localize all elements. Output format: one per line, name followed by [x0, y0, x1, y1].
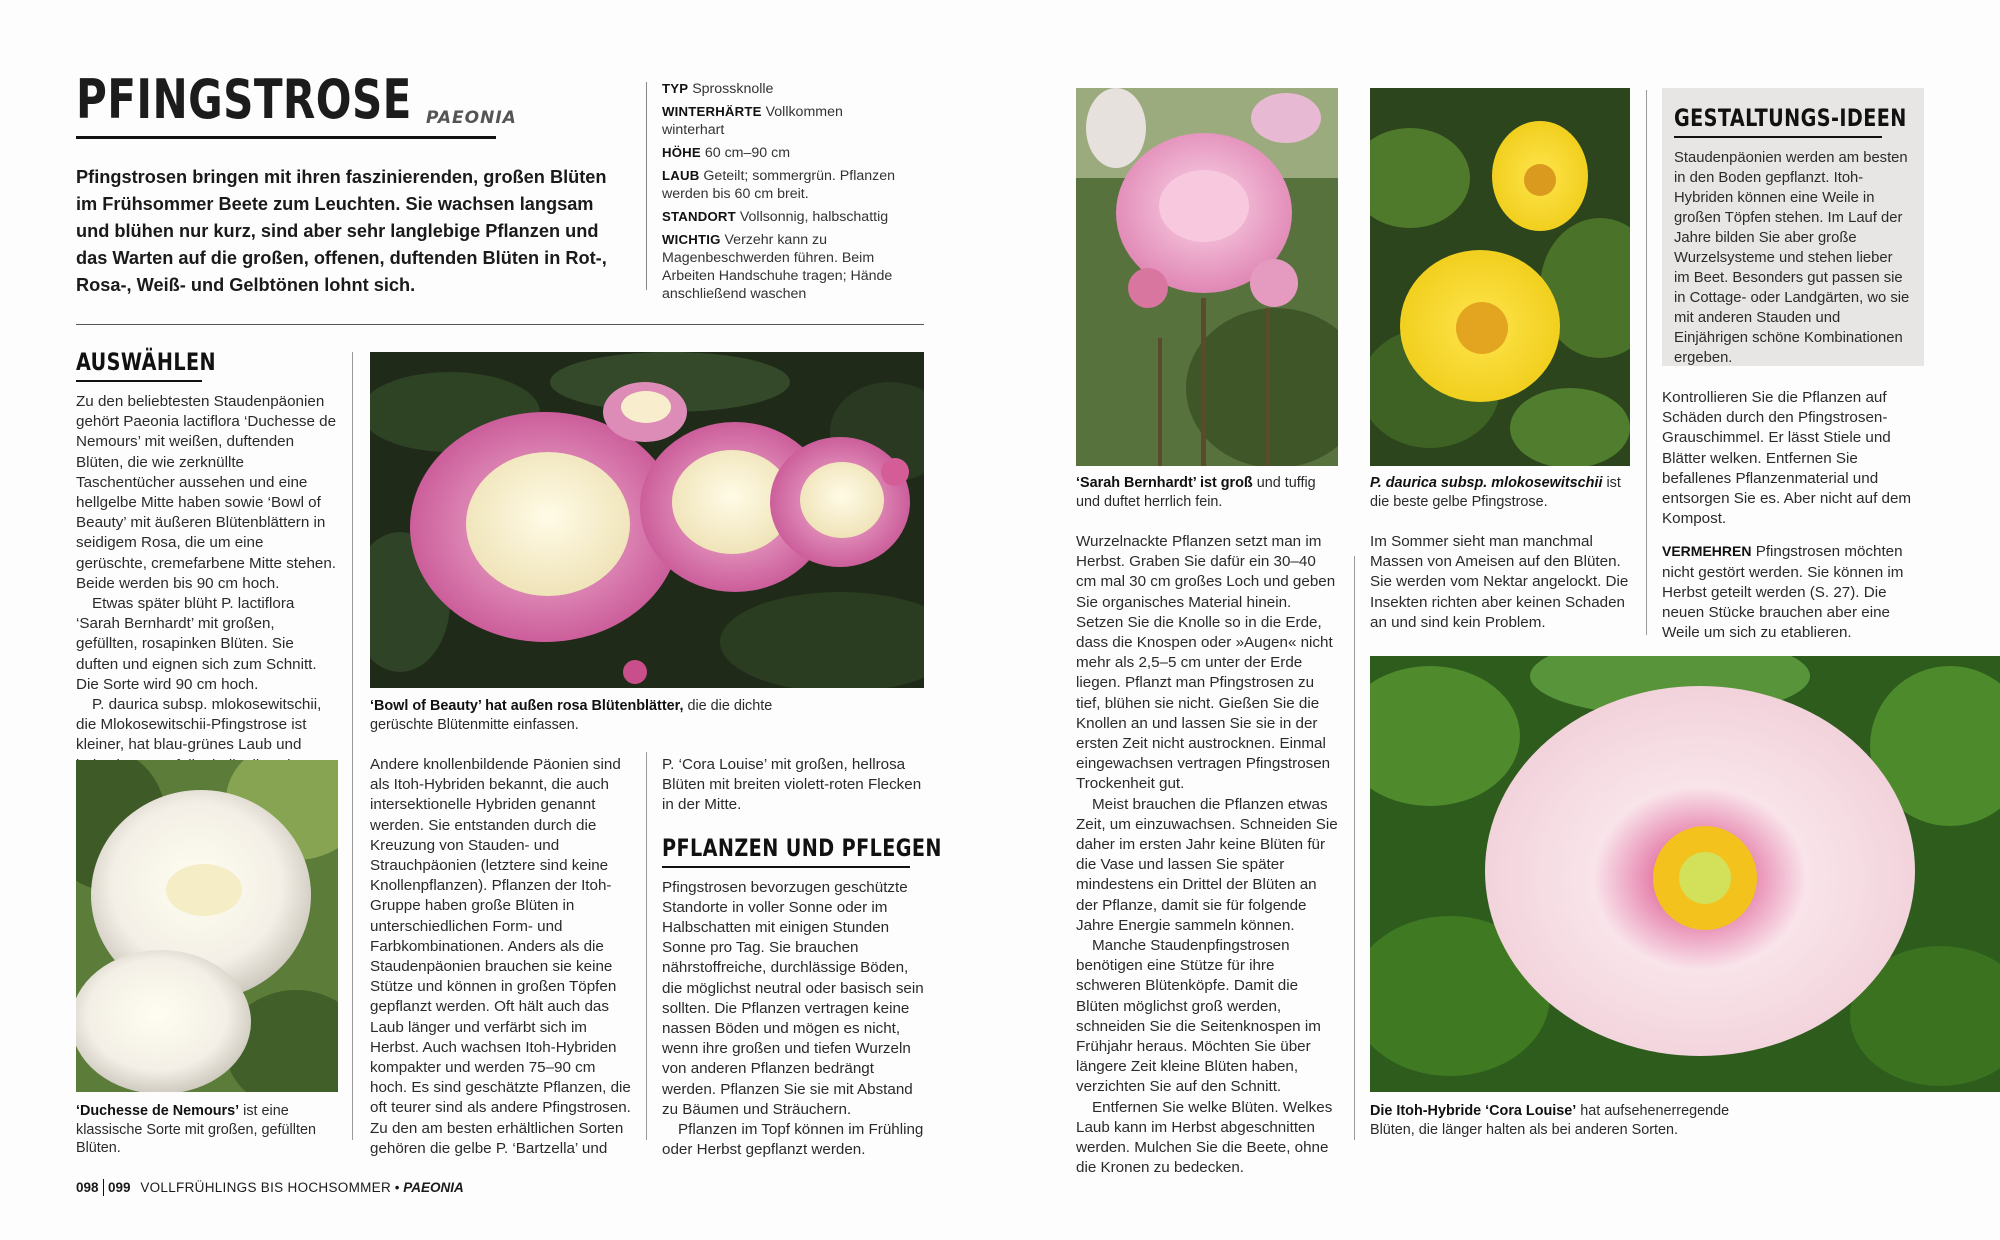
fact-row: STANDORT Vollsonnig, halbschattig: [662, 209, 889, 225]
column-divider: [352, 352, 353, 1140]
title-latin: PAEONIA: [426, 108, 517, 128]
itoh-text: Andere knollenbildende Päonien sind als Itoh-Hybriden bekannt, die auch intersektionelle Hybriden genannt werden. Sie entstanden durch die Kreuzung von Stauden- und Strauchpäonien (letztere sind keine Knollenpflanzen). Pflanzen der Itoh-Gruppe haben große Blüten in unterschiedlichen Form- und Farbkombinationen. Anders als die Staudenpäonien brauchen sie keine Stütze und können in großen Töpfen gepflanzt werden. Oft hält auch das Laub länger und verfärbt sich im Herbst. Auch wachsen Itoh-Hybriden kompakter und werden 75–90 cm hoch. Es sind geschätzte Pflanzen, die oft teurer sind als andere Pfingstrosen. Zu den am besten erhältlichen Sorten gehören die gelbe P. ‘Bartzella’ und: [370, 756, 631, 1157]
design-ideas-heading: GESTALTUNGS-IDEEN: [1674, 104, 1882, 138]
fact-row: WICHTIG Verzehr kann zu Magenbeschwerden führen. Beim Arbeiten Handschuhe tragen; Hände anschließend waschen: [662, 232, 893, 302]
section-rule: [76, 324, 924, 325]
caption-daurica: P. daurica subsp. mlokosewitschii ist die beste gelbe Pfingstrose.: [1370, 475, 1621, 510]
fact-row: HÖHE 60 cm–90 cm: [662, 145, 791, 161]
column-divider: [1354, 556, 1355, 1140]
page-number-right: 099: [108, 1180, 131, 1195]
peony-pink-illustration: [1076, 88, 1338, 466]
fact-row: WINTERHÄRTE Vollkommen winterhart: [662, 104, 843, 138]
peony-itoh-illustration: [1370, 656, 2000, 1092]
caption-sarah-bernhardt: ‘Sarah Bernhardt’ ist groß und tuffig und duftet herrlich fein.: [1076, 475, 1316, 510]
facts-list: [662, 80, 902, 308]
section-care-text: Pfingstrosen bevorzugen geschützte Standorte in voller Sonne oder im Halbschatten mit einigen Stunden Sonne pro Tag. Sie brauchen nährstoffreiche, durchlässige Böden, die möglichst neutral oder basisch sein sollten. Die Pflanzen vertragen keine nassen Böden und mögen es nicht, wenn ihre großen und tiefen Wurzeln von anderen Pflanzen bedrängt werden. Pflanzen Sie sie mit Abstand zu Bäumen und Sträuchern. Pflanzen im Topf können im Frühling oder Herbst gepflanzt werden.: [662, 878, 924, 1159]
column-divider: [646, 752, 647, 1140]
peony-yellow-illustration: [1370, 88, 1630, 466]
care-column: [662, 755, 942, 1160]
design-ideas-box: [1662, 88, 1924, 366]
title-block: [76, 68, 517, 142]
footer-latin: PAEONIA: [403, 1180, 464, 1195]
photo-duchesse-de-nemours: [76, 760, 338, 1092]
propagate-text: VERMEHREN Pfingstrosen möchten nicht gestört werden. Sie können im Herbst geteilt werden (S. 27). Die neuen Stücke brauchen aber eine Weile um sich zu etablieren.: [1662, 543, 1904, 642]
caption-cora-louise: Die Itoh-Hybride ‘Cora Louise’ hat aufsehenerregende Blüten, die länger halten als bei anderen Sorten.: [1370, 1103, 1730, 1138]
planting-text: Wurzelnackte Pflanzen setzt man im Herbst. Graben Sie dafür ein 30–40 cm mal 30 cm großes Loch und geben Sie organisches Material hinein. Setzen Sie die Knolle so in die Erde, dass die Knospen oder »Augen« nicht mehr als 2,5–5 cm unter der Erde liegen. Pflanzt man Pfingstrosen zu tief, blühen sie nicht. Gießen Sie die Knollen an und lassen Sie sie in der ersten Zeit nicht austrocknen. Einmal eingewachsen vertragen Pfingstrosen Trockenheit gut. Meist brauchen die Pflanzen etwas Zeit, um einzuwachsen. Schneiden Sie daher im ersten Jahr keine Blüten für die Vase und lassen Sie später mindestens ein Drittel der Blüten an der Pflanze, damit sie für folgende Jahre Energie sammeln können. Manche Staudenpfingstrosen benötigen eine Stütze für ihre schweren Blütenköpfe. Damit die Blüten möglichst groß werden, schneiden Sie die Seitenknospen im Frühjahr heraus. Möchten Sie über längere Zeit kleine Blüten haben, verzichten Sie auf den Schnitt. Entfernen Sie welke Blüten. Welkes Laub kann im Herbst abgeschnitten werden. Mulchen Sie die Beete, ohne die Kronen zu bedecken.: [1076, 533, 1338, 1177]
facts-divider: [646, 82, 647, 290]
footer-chapter: VOLLFRÜHLINGS BIS HOCHSOMMER: [140, 1180, 392, 1195]
column-divider: [1646, 90, 1647, 635]
photo-sarah-bernhardt: [1076, 88, 1338, 466]
page-footer: [76, 1179, 464, 1196]
fact-row: LAUB Geteilt; sommergrün. Pflanzen werden bis 60 cm breit.: [662, 168, 896, 202]
design-ideas-text: Staudenpäonien werden am besten in den Boden gepflanzt. Itoh-Hybriden können eine Weile in großen Töpfen stehen. Im Lauf der Jahre bilden Sie aber große Wurzelsysteme und stehen lieber im Beet. Besonders gut passen sie in Cottage- oder Landgärten, wo sie mit anderen Stauden und Einjährigen schöne Kombinationen ergeben.: [1674, 150, 1910, 366]
peony-pink-white-illustration: [370, 352, 924, 688]
disease-column: [1662, 388, 1924, 643]
section-care-heading: PFLANZEN UND PFLEGEN: [662, 834, 910, 868]
photo-cora-louise: [1370, 656, 2000, 1092]
footer-bullet: •: [394, 1180, 400, 1195]
fact-row: TYP Sprossknolle: [662, 81, 774, 97]
page-number-left: 098: [76, 1180, 99, 1195]
photo-bowl-of-beauty: [370, 352, 924, 688]
peony-white-illustration: [76, 760, 338, 1092]
ants-text: Im Sommer sieht man manchmal Massen von Ameisen auf den Blüten. Sie werden vom Nektar angelockt. Die Insekten richten aber keinen Schaden an und sind kein Problem.: [1370, 533, 1629, 631]
footer-divider: [103, 1179, 105, 1196]
title-underline: [76, 136, 496, 139]
section-select-text: Zu den beliebtesten Staudenpäonien gehört Paeonia lactiflora ‘Duchesse de Nemours’ mit weißen, duftenden Blüten, die wie zerknüllte Taschentücher aussehen und eine hellgelbe Mitte haben sowie ‘Bowl of Beauty’ mit äußeren Blütenblättern in seidigem Rosa, die um eine gerüschte, cremefarbene Mitte stehen. Beide werden bis 90 cm hoch. Etwas später blüht P. lactiflora ‘Sarah Bernhardt’ mit großen, gefüllten, rosapinken Blüten. Sie duften und eignen sich zum Schnitt. Die Sorte wird 90 cm hoch. P. daurica subsp. mlokosewitschii, die Mlokosewitschii-Pfingstrose ist kleiner, hat blau-grünes Laub und: [76, 393, 337, 754]
photo-daurica: [1370, 88, 1630, 466]
section-heading: AUSWÄHLEN: [76, 348, 202, 382]
caption-duchesse-de-nemours: ‘Duchesse de Nemours’ ist eine klassische Sorte mit großen, gefüllten Blüten.: [76, 1103, 316, 1156]
caption-bowl-of-beauty: ‘Bowl of Beauty’ hat außen rosa Blütenblätter, die die dichte gerüschte Blütenmitte einfassen.: [370, 698, 773, 733]
disease-text: Kontrollieren Sie die Pflanzen auf Schäden durch den Pfingstrosen-Grauschimmel. Er lässt Stiele und Blätter welken. Entfernen Sie befallenes Pflanzenmaterial und entsorgen Sie es. Aber nicht auf dem Kompost.: [1662, 389, 1912, 528]
intro-text: Pfingstrosen bringen mit ihren faszinierenden, großen Blüten im Frühsommer Beete zum Leuchten. Sie wachsen langsam und blühen nur kurz, sind aber sehr langlebige Pflanzen und das Warten auf die großen, offenen, duftenden Blüten in Rot-, Rosa-, Weiß- und Gelbtönen lohnt sich.: [76, 167, 607, 295]
cora-text: P. ‘Cora Louise’ mit großen, hellrosa Blüten mit breiten violett-roten Flecken in der Mitte.: [662, 756, 922, 814]
section-select: [76, 348, 338, 776]
page-title: PFINGSTROSE: [76, 68, 412, 131]
